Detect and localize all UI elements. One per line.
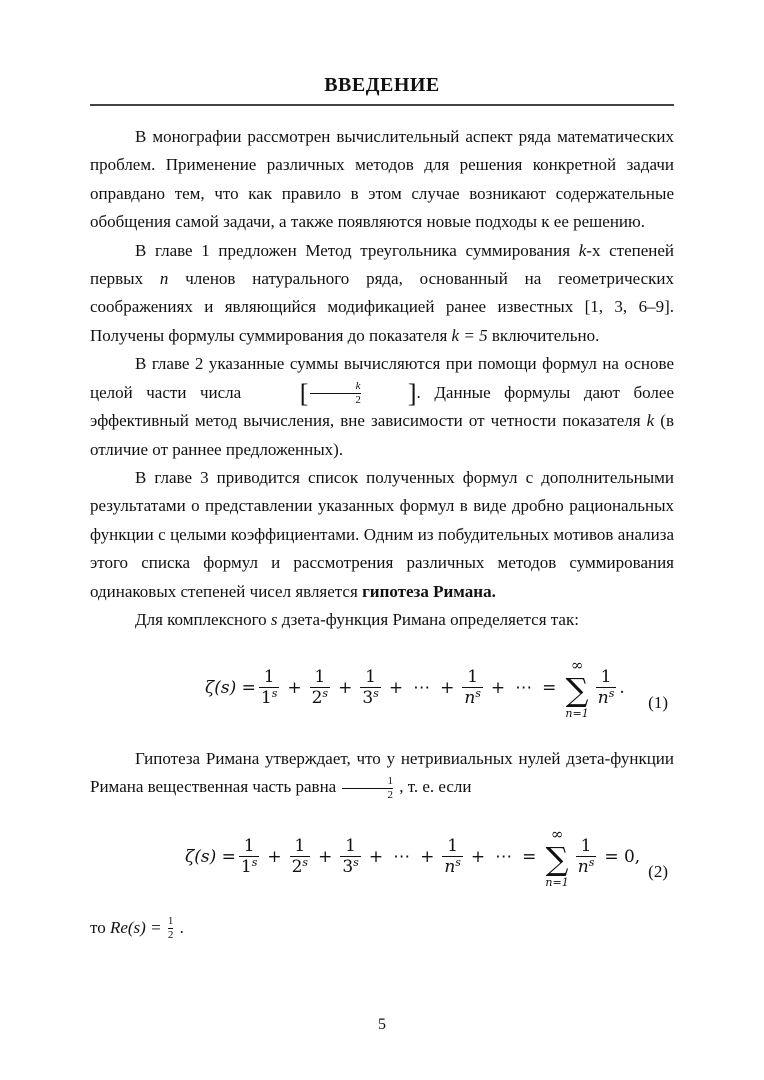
equation-1-formula: ζ(s) = $\frac{1}{1^s}$ + $\frac{1}{2^s}$ + $\frac{1}{3^s}$ + ⋯ + $\frac{1}{n^s}$ + ⋯ = ∞ ∑ n=1 $\frac{1}{n^s}$ . xyxy=(205,655,625,720)
eq1-sum: ∞ ∑ n=1 xyxy=(565,655,589,720)
eq2-sum: ∞ ∑ n=1 xyxy=(545,824,569,889)
p3-text-a: В главе 2 указанные суммы вычисляются при помощи формул на основе целой части числа xyxy=(90,354,674,402)
title-divider xyxy=(90,104,674,106)
p2-math-k: k xyxy=(578,240,587,260)
p2-text-c: членов натурального ряда, основанный на геометрических соображениях и являющийся модификацией ранее известных [1, 3, 6–9]. Получены формулы суммирования до показателя xyxy=(90,269,675,345)
eq1-lhs: ζ(s) = xyxy=(205,678,256,699)
p7-text-a: то xyxy=(90,917,110,937)
re-half-fraction: $\frac{1}{2}$ xyxy=(167,915,174,942)
paragraph-1: В монографии рассмотрен вычислительный аспект ряда математических проблем. Применение различных методов для решения конкретной задачи оправдано тем, что как правило в этом случае возникают содержательные обобщения самой задачи, а также появляются новые подходы к ее решению. xyxy=(90,127,674,232)
p6-text-a: Гипотеза Римана утверждает, что у нетривиальных нулей дзета-функции Римана вещественная часть равна xyxy=(90,748,674,796)
floor-k-half: [ $\frac{k}{2}$ ] xyxy=(299,378,417,408)
eq2-lhs: ζ(s) = xyxy=(185,847,236,868)
paragraph-5 xyxy=(90,606,674,634)
p7-text-b: . xyxy=(175,917,184,937)
paragraph-7 xyxy=(90,914,674,943)
paragraph-3 xyxy=(90,350,674,464)
p5-text-a: Для комплексного xyxy=(135,610,271,630)
floor-num: k xyxy=(355,380,361,393)
paragraph-6 xyxy=(90,745,674,802)
p3-math-k: k xyxy=(646,411,655,431)
equation-2-number: (2) xyxy=(648,861,668,881)
p5-text-b: дзета-функция Римана определяется так: xyxy=(277,610,579,630)
p2-text-d: включительно. xyxy=(487,325,600,345)
paragraph-2 xyxy=(90,237,674,351)
p7-re-expr: Re(s) = xyxy=(109,917,166,937)
p6-text-b: , т. е. если xyxy=(394,776,472,796)
body-text xyxy=(90,123,674,942)
p5-math-s: s xyxy=(270,610,278,630)
equation-1-number: (1) xyxy=(648,692,668,712)
p3-text-c: (в отличие от раннее предложенных). xyxy=(90,411,674,459)
half-fraction: $\frac{1}{2}$ xyxy=(342,775,393,802)
p3-text-b: . Данные формулы дают более эффективный метод вычисления, вне зависимости от четности показателя xyxy=(90,382,674,431)
floor-den: 2 xyxy=(310,393,361,407)
paragraph-4 xyxy=(90,464,674,606)
equation-2-formula: ζ(s) = $\frac{1}{1^s}$ + $\frac{1}{2^s}$ + $\frac{1}{3^s}$ + ⋯ + $\frac{1}{n^s}$ + ⋯ = ∞ ∑ n=1 $\frac{1}{n^s}$ = 0, xyxy=(185,824,641,889)
p2-text-b: -х степеней первых xyxy=(90,240,674,289)
equation-2 xyxy=(90,818,674,904)
riemann-hypothesis-bold: гипотеза Римана. xyxy=(362,581,496,601)
p2-math-n: n xyxy=(159,269,169,289)
page-title: ВВЕДЕНИЕ xyxy=(324,74,440,96)
p2-text-a: В главе 1 предложен Метод треугольника суммирования xyxy=(135,240,579,260)
p4-text-a: В главе 3 приводится список полученных формул с дополнительными результатами о представлении указанных формул в виде дробно рациональных функции с целыми коэффициентами. Одним из побудительных мотивов анализа этого списка формул и рассмотрения различных методов суммирования одинаковых степеней чисел является xyxy=(90,468,674,601)
equation-1 xyxy=(90,649,674,735)
p2-math-eq: k = 5 xyxy=(451,325,488,345)
page-number: 5 xyxy=(378,1016,386,1033)
